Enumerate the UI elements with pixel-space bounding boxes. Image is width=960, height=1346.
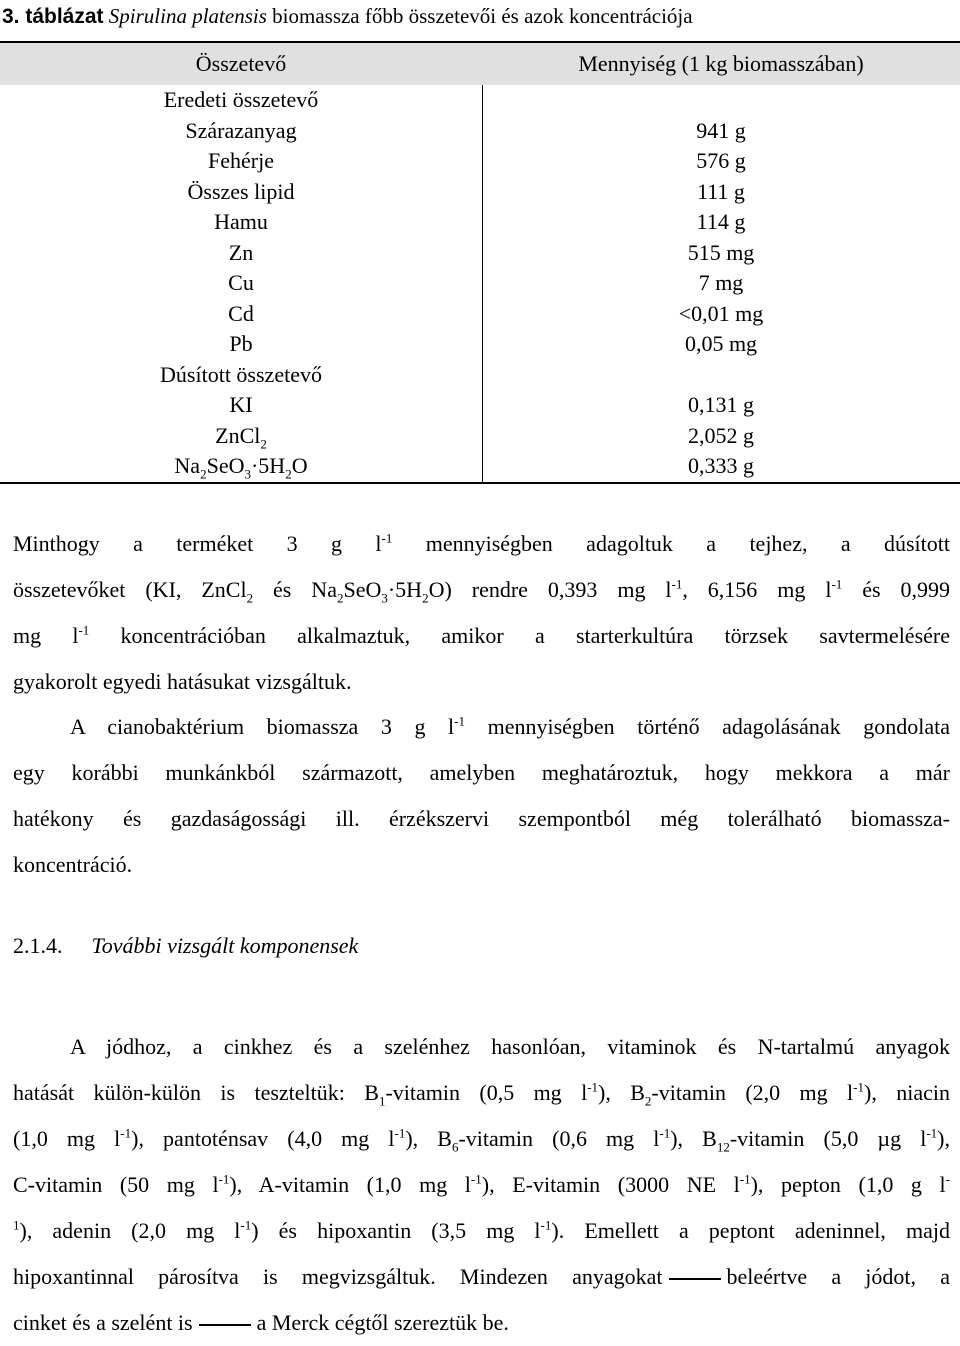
section-label: Eredeti összetevő (163, 87, 319, 112)
table-row (0, 238, 960, 269)
table-row (0, 116, 960, 147)
heading-title: További vizsgált komponensek (91, 933, 359, 958)
table-row (0, 421, 960, 452)
heading-number: 2.1.4. (13, 933, 63, 958)
caption-label: 3. táblázat (2, 5, 104, 28)
row-value: 0,333 g (688, 453, 754, 478)
section-label: Dúsított összetevő (160, 361, 322, 387)
row-value: <0,01 mg (678, 300, 764, 326)
paragraph-1: Minthogy a terméket 3 g $l^{-1}$ mennyiségben adagoltuk a tejhez, a dúsított összetevőket (KI, ZnCl$_2$ és $Na_2SeO_3\cdot 5H_2O$) rendre 0,393 mg $l^{-1}$, 6,156 mg $l^{-1}$ és 0,999 mg $l^{-1}$ koncentrációban alkalmaztuk, amikor a starterkultúra törzsek savtermelésére gyakorolt egyedi hatásukat vizsgáltuk. (13, 530, 951, 694)
paragraph-3: A jódhoz, a cinkhez és a szelénhez hasonlóan, vitaminok és N-tartalmú anyagok hatását külön-külön is teszteltük: $B_1$-vitamin (0,5 mg $l^{-1}$), $B_2$-vitamin (2,0 mg $l^{-1}$), niacin (1,0 mg $l^{-1}$), pantoténsav (4,0 mg $l^{-1}$), $B_6$-vitamin (0,6 mg $l^{-1}$), $B_{12}$-vitamin (5,0 µg $l^{-1}$), C-vitamin (50 mg $l^{-1}$), A-vitamin (1,0 mg $l^{-1}$), E-vitamin (3000 NE $l^{-1}$), pepton (1,0 g l- $^1$), adenin (2,0 mg $l^{-1}$) és hipoxantin (3,5 mg $l^{-1}$). Emellett a peptont adeninnel, majd hipoxantinnal párosítva is megvizsgáltuk. Mindezen anyagokat beleértve a jódot, a cinket és a szelént is a Merck cégtől szereztük be. (13, 1034, 950, 1335)
header-component: Összetevő (195, 51, 287, 76)
row-value: 111 g (697, 178, 745, 204)
header-quantity: Mennyiség (1 kg biomasszában) (578, 51, 864, 76)
section-enriched (0, 360, 960, 391)
table-row (0, 207, 960, 238)
caption-text: biomassza főbb összetevői és azok koncentrációja (272, 4, 693, 28)
column-divider (482, 85, 483, 482)
table-row (0, 329, 960, 360)
row-value: 114 g (696, 209, 746, 234)
row-value: 7 mg (698, 270, 744, 295)
row-name: Cu (228, 270, 254, 295)
row-name: $Na_2SeO_3\cdot 5H_2O$ (174, 453, 308, 482)
row-name: Cd (228, 300, 254, 326)
row-value: 941 g (696, 117, 746, 143)
row-name: Zn (228, 239, 254, 265)
row-name: Pb (229, 331, 253, 356)
row-name: Szárazanyag (185, 117, 297, 143)
row-value: 2,052 g (688, 422, 754, 448)
row-value: 576 g (696, 148, 746, 173)
section-original (0, 85, 960, 116)
row-name: Fehérje (208, 148, 274, 173)
row-name: Összes lipid (187, 178, 295, 204)
row-value: 0,131 g (688, 392, 754, 417)
row-value: 515 mg (687, 239, 755, 265)
row-name: ZnCl$_2$ (215, 422, 267, 451)
table-row (0, 177, 960, 208)
em-dash (669, 1278, 721, 1280)
em-dash (199, 1324, 251, 1326)
table-header-row (0, 43, 960, 85)
composition-table (0, 41, 960, 484)
table-row (0, 390, 960, 421)
table-row (0, 268, 960, 299)
row-name: KI (229, 392, 253, 417)
row-value: 0,05 mg (684, 331, 758, 356)
table-row (0, 146, 960, 177)
paragraph-2: A cianobaktérium biomassza 3 g $l^{-1}$ mennyiségben történő adagolásának gondolata egy korábbi munkánkból származott, amelyben meghatároztuk, hogy mekkora a már hatékony és gazdaságossági ill. érzékszervi szempontból még tolerálható biomassza- koncentráció. (13, 713, 950, 877)
table-caption (2, 4, 958, 29)
section-heading (13, 933, 358, 959)
table-row (0, 299, 960, 330)
table-row (0, 451, 960, 482)
row-name: Hamu (214, 209, 268, 234)
caption-species: Spirulina platensis (108, 4, 267, 28)
